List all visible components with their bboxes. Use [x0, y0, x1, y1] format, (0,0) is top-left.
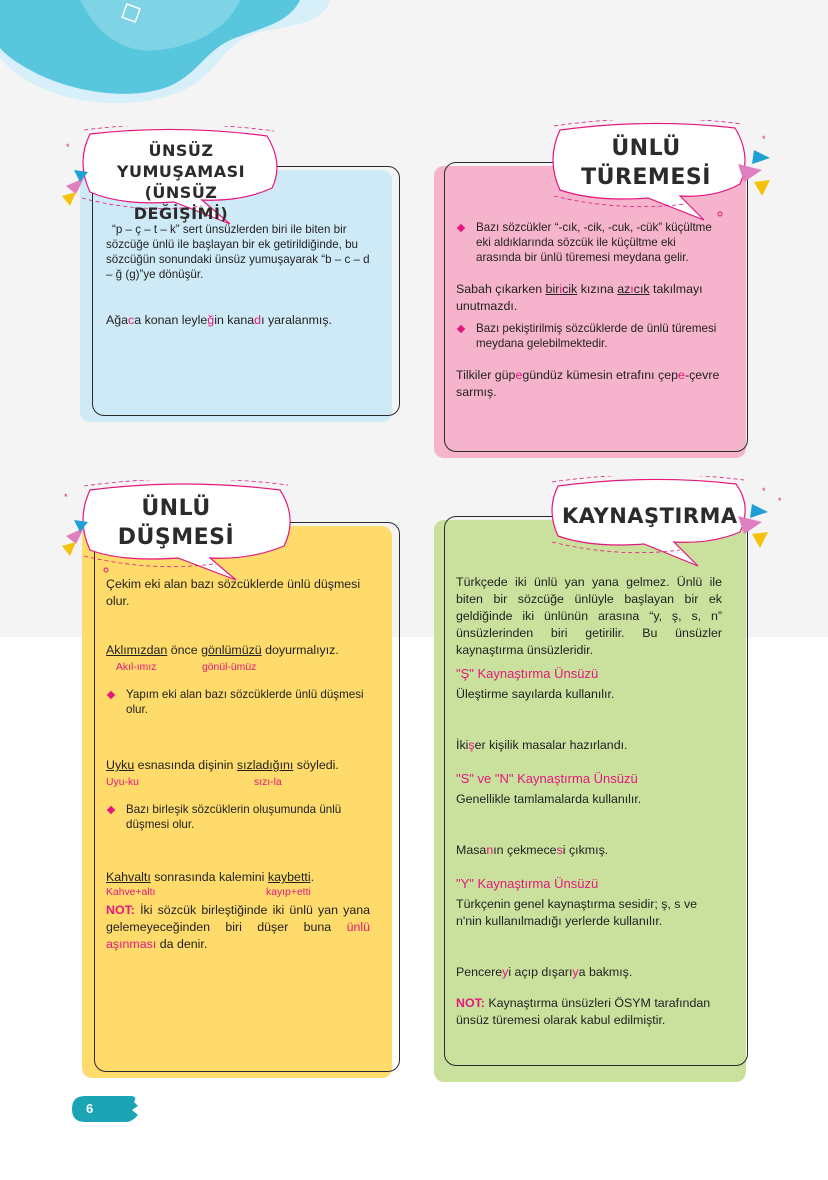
- card-dusmesi-example-2: Uyku esnasında dişinin sızladığını söyledi.: [106, 758, 339, 772]
- card-dusmesi-example-2-analysis: Uyu-ku sızı-la: [106, 777, 282, 788]
- svg-text:*: *: [66, 142, 70, 152]
- card-turemesi-example-2: Tilkiler güpegündüz kümesin etrafını çepe-çevre sarmış.: [456, 368, 720, 399]
- card-turemesi-body: [456, 220, 722, 401]
- card-kaynastirma-heading-1: "Ş" Kaynaştırma Ünsüzü: [456, 666, 599, 681]
- card-kaynastirma-note: NOT: Kaynaştırma ünsüzleri ÖSYM tarafından ünsüz türemesi olarak kabul edilmiştir.: [456, 996, 711, 1027]
- svg-text:*: *: [762, 134, 766, 144]
- card-kaynastirma-intro: Türkçede iki ünlü yan yana gelmez. Ünlü ile biten bir sözcüğe ünlüyle başlayan bir ek geldiğinde iki ünlünün arasına “y, ş, s, n” ünsüzlerinden biri getirilir. Bu ünsüzler kaynaştırma ünsüzleridir.: [456, 575, 722, 657]
- card-turemesi-bullet-2: Bazı pekiştirilmiş sözcüklerde de ünlü türemesi meydana gelebilmektedir.: [456, 321, 722, 351]
- svg-text:*: *: [778, 496, 782, 506]
- card-dusmesi-note: NOT: İki sözcük birleştiğinde iki ünlü yan yana gelemeyeceğinden biri düşer buna ünlü aşınması da denir.: [106, 903, 370, 951]
- card-dusmesi-example-3-analysis: Kahve+altı kayıp+etti: [106, 887, 311, 898]
- card-kaynastirma-heading-3: "Y" Kaynaştırma Ünsüzü: [456, 876, 599, 891]
- card-kaynastirma-example-3: Pencereyi açıp dışarıya bakmış.: [456, 965, 633, 979]
- card-kaynastirma-body: [456, 574, 722, 1029]
- card-unsuz-text: “p – ç – t – k” sert ünsüzlerden biri ile biten bir sözcüğe ünlü ile başlayan bir ek getirildiğinde, bu sözcüğün sonundaki ünsüz yumuşayarak “b – c – d – ğ (g)”ye dönüşür.: [106, 223, 370, 281]
- card-unsuz-title: ÜNSÜZ YUMUŞAMASI (ÜNSÜZ DEĞİŞİMİ): [116, 141, 246, 223]
- card-unsuz-example: Ağaca konan leyleğin kanadı yaralanmış.: [106, 313, 332, 327]
- svg-text:*: *: [762, 486, 766, 496]
- card-dusmesi-bullet-2: Bazı birleşik sözcüklerin oluşumunda ünlü düşmesi olur.: [106, 802, 370, 832]
- card-dusmesi-example-1: Aklımızdan önce gönlümüzü doyurmalıyız.: [106, 643, 339, 657]
- card-kaynastirma-title: KAYNAŞTIRMA: [562, 504, 738, 528]
- card-unsuz-body: [106, 222, 372, 329]
- svg-text:*: *: [64, 492, 68, 502]
- decorative-blob: [0, 0, 340, 110]
- page-number-tab: [72, 1096, 142, 1122]
- card-kaynastirma-heading-2: "S" ve "N" Kaynaştırma Ünsüzü: [456, 771, 638, 786]
- card-kaynastirma-text-1: Üleştirme sayılarda kullanılır.: [456, 687, 615, 701]
- card-kaynastirma-example-2: Masanın çekmecesi çıkmış.: [456, 843, 609, 857]
- card-dusmesi-example-1-analysis: Akıl-ımız gönül-ümüz: [116, 662, 257, 673]
- card-turemesi-title: ÜNLÜ TÜREMESİ: [581, 136, 711, 190]
- card-kaynastirma-text-3: Türkçenin genel kaynaştırma sesidir; ş, s ve n'nin kullanılmadığı yerlerde kullanılır.: [456, 897, 698, 928]
- page-number: 6: [86, 1101, 94, 1116]
- card-dusmesi-body: [106, 576, 370, 953]
- card-kaynastirma-text-2: Genellikle tamlamalarda kullanılır.: [456, 792, 642, 806]
- card-turemesi-example-1: Sabah çıkarken biricik kızına azıcık takılmayı unutmazdı.: [456, 282, 703, 313]
- card-dusmesi-example-3: Kahvaltı sonrasında kalemini kaybetti.: [106, 870, 315, 884]
- card-kaynastirma-example-1: İkişer kişilik masalar hazırlandı.: [456, 738, 628, 752]
- card-turemesi-bullet-1: Bazı sözcükler “-cık, -cik, -cuk, -cük” küçültme eki aldıklarında sözcük ile küçültme eki arasında bir ünlü türemesi meydana gelir.: [456, 220, 722, 265]
- card-dusmesi-intro: Çekim eki alan bazı sözcüklerde ünlü düşmesi olur.: [106, 577, 361, 608]
- card-dusmesi-title: ÜNLÜ DÜŞMESİ: [117, 496, 235, 550]
- card-dusmesi-bullet-1: Yapım eki alan bazı sözcüklerde ünlü düşmesi olur.: [106, 687, 370, 717]
